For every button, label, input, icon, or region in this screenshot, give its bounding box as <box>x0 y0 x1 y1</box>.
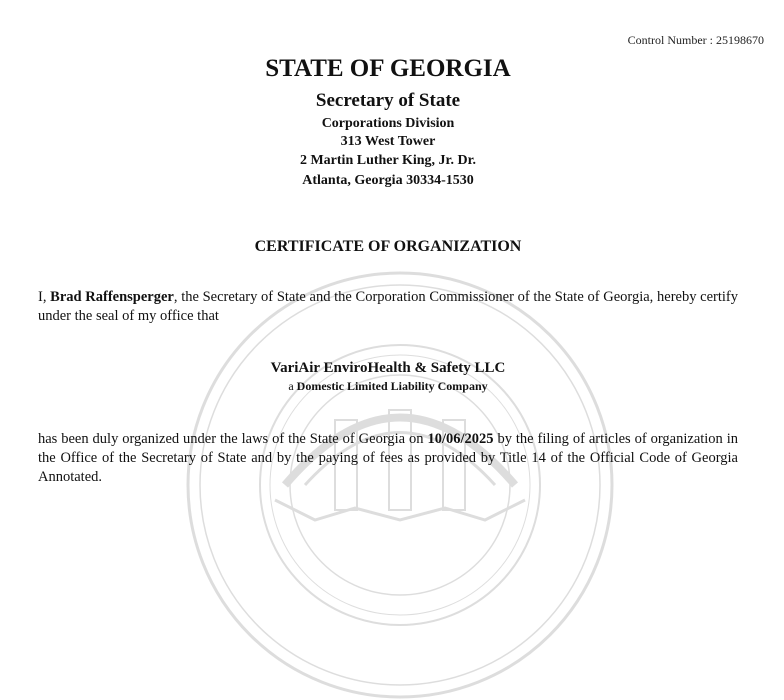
address-line-1: 313 West Tower <box>340 134 436 149</box>
address-line-3: Atlanta, Georgia 30334-1530 <box>302 173 474 188</box>
intro-suffix: , the Secretary of State and the Corporation Commissioner of the State of Georgia, hereby certify under the seal of my office that <box>38 289 738 324</box>
office-title: Secretary of State <box>315 90 461 111</box>
organization-paragraph <box>38 430 738 487</box>
body-suffix: by the filing of articles of organization in the Office of the Secretary of State and by the paying of fees as provided by Title 14 of the Official Code of Georgia Annotated. <box>38 431 739 485</box>
control-number-value: 25198670 <box>716 33 764 47</box>
secretary-name: Brad Raffensperger <box>50 289 174 305</box>
company-type-line <box>0 379 776 394</box>
company-name: VariAir EnviroHealth & Safety LLC <box>270 360 506 376</box>
company-type: Domestic Limited Liability Company <box>296 379 488 393</box>
intro-prefix: I, <box>38 289 47 305</box>
organization-date: 10/06/2025 <box>427 431 494 447</box>
address-line-2: 2 Martin Luther King, Jr. Dr. <box>299 153 477 168</box>
state-title: STATE OF GEORGIA <box>265 55 511 82</box>
certificate-title: CERTIFICATE OF ORGANIZATION <box>254 238 522 255</box>
division-line: Corporations Division <box>321 116 455 131</box>
body-prefix: has been duly organized under the laws of the State of Georgia on <box>38 431 424 447</box>
company-type-prefix: a <box>288 379 294 393</box>
control-number <box>628 33 764 48</box>
certification-paragraph <box>38 288 738 326</box>
control-number-label: Control Number : <box>627 33 713 47</box>
